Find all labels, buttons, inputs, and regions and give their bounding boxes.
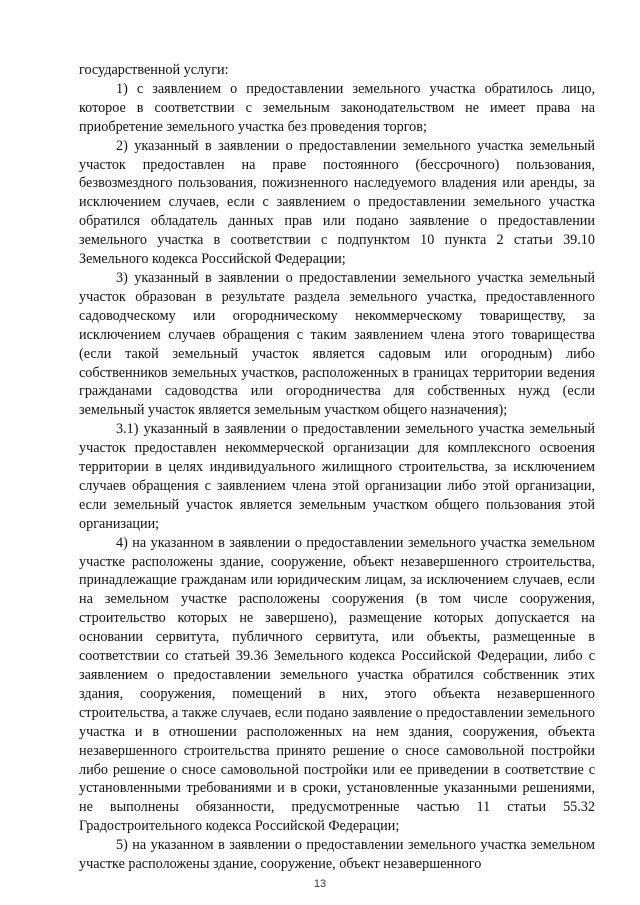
page-number: 13	[313, 878, 327, 890]
paragraph-item-5: 5) на указанном в заявлении о предоставлении земельного участка земельном участке расположены здание, сооружение, объект незавершенного	[79, 837, 595, 873]
document-body	[79, 61, 595, 874]
paragraph-continuation: государственной услуги:	[79, 62, 229, 78]
paragraph-item-4: 4) на указанном в заявлении о предоставлении земельного участка земельном участке расположены здание, сооружение, объект незавершенного строительства, принадлежащие гражданам или юридическим лицам, за исключением случаев, если на земельном участке расположены сооружения (в том числе сооружения, строительство которых не завершено), размещение которых допускается на основании сервитута, публичного сервитута, или объекты, размещенные в соответствии со статьей 39.36 Земельного кодекса Российской Федерации, либо с заявлением о предоставлении земельного участка обратился собственник этих здания, сооружения, помещений в них, этого объекта незавершенного строительства, а также случаев, если подано заявление о предоставлении земельного участка и в отношении расположенных на нем здания, сооружения, объекта незавершенного строительства принято решение о сносе самовольной постройки либо решение о сносе самовольной постройки или ее приведении в соответствие с установленными требованиями и в сроки, установленные указанными решениями, не выполнены обязанности, предусмотренные частью 11 статьи 55.32 Градостроительного кодекса Российской Федерации;	[79, 534, 595, 835]
paragraph-item-1: 1) с заявлением о предоставлении земельного участка обратилось лицо, которое в соответствии с земельным законодательством не имеет права на приобретение земельного участка без проведения торгов;	[79, 80, 595, 135]
paragraph-item-3-1: 3.1) указанный в заявлении о предоставлении земельного участка земельный участок предоставлен некоммерческой организации для комплексного освоения территории в целях индивидуального жилищного строительства, за исключением случаев обращения с заявлением члена этой организации либо этой организации, если земельный участок является земельным участком общего пользования этой организации;	[79, 421, 595, 532]
paragraph-item-3: 3) указанный в заявлении о предоставлении земельного участка земельный участок образован в результате раздела земельного участка, предоставленного садоводческому или огородническому некоммерческому товариществу, за исключением случаев обращения с таким заявлением члена этого товарищества (если такой земельный участок является садовым или огородным) либо собственников земельных участков, расположенных в границах территории ведения гражданами садоводства или огородничества для собственных нужд (если земельный участок является земельным участком общего назначения);	[79, 269, 595, 419]
paragraph-item-2: 2) указанный в заявлении о предоставлении земельного участка земельный участок предоставлен на праве постоянного (бессрочного) пользования, безвозмездного пользования, пожизненного наследуемого владения или аренды, за исключением случаев, если с заявлением о предоставлении земельного участка обратился обладатель данных прав или подано заявление о предоставлении земельного участка в соответствии с подпунктом 10 пункта 2 статьи 39.10 Земельного кодекса Российской Федерации;	[79, 137, 595, 268]
